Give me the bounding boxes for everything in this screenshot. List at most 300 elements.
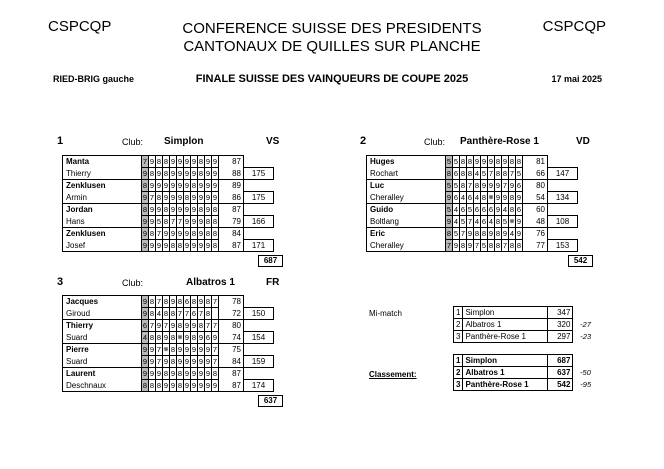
player-row [63,332,274,344]
throw-score: 8 [149,381,155,390]
throw-score: 9 [516,193,522,202]
pair-total: 134 [548,192,578,204]
pair-total [244,204,274,216]
throw-score: 9 [142,217,148,226]
throw-score: 9 [156,369,162,378]
pair-total: 153 [548,240,578,252]
throw-score: 4 [453,217,459,226]
throw-score: 4 [156,309,162,318]
player-row [63,308,274,320]
player-name: Eric [367,228,446,240]
throw-score: 9 [142,241,148,250]
throw-score: 9 [184,205,190,214]
throw-score: 9 [163,333,169,342]
throw-score: 9 [170,181,176,190]
pair-total [548,156,578,168]
summary-row [454,319,598,331]
conference-title-line1: CONFERENCE SUISSE DES PRESIDENTS [182,20,482,37]
throw-score: 6 [481,205,487,214]
throw-score: 8 [163,309,169,318]
throw-score: 8 [460,181,466,190]
summary-score: 637 [548,367,573,379]
throw-score: 8 [509,157,515,166]
throw-score: 7 [205,321,211,330]
throw-score: 8 [177,369,183,378]
summary-rank: 2 [454,319,463,331]
throw-score: 5 [502,217,508,226]
throw-score: 8 [170,241,176,250]
player-row [367,228,578,240]
event-date: 17 mai 2025 [551,74,602,84]
throw-score: 6 [467,193,473,202]
summary-rank: 1 [454,355,463,367]
throw-score: 9 [502,229,508,238]
player-sum: 87 [219,156,244,168]
throw-score: 9 [509,181,515,190]
pair-total [244,228,274,240]
throw-score: 6 [184,297,190,306]
throw-score: 9 [212,333,218,342]
throw-score: 7 [149,321,155,330]
throw-score: 8 [446,169,452,178]
player-name: Jordan [63,204,142,216]
throw-score: 9 [191,345,197,354]
throw-score: 5 [453,229,459,238]
throw-score: 9 [156,205,162,214]
summary-rank: 3 [454,331,463,343]
player-name: Laurent [63,368,142,380]
player-sum: 78 [219,296,244,308]
player-row [367,216,578,228]
summary-diff [573,355,598,367]
summary-score: 542 [548,379,573,391]
throw-score: 9 [177,357,183,366]
throw-score: 9 [212,181,218,190]
player-sum: 81 [523,156,548,168]
pair-total: 154 [244,332,274,344]
player-sum: 87 [219,368,244,380]
team-total: 637 [258,395,283,407]
throw-score: 9 [191,169,197,178]
throw-score: 9 [205,381,211,390]
player-row [367,204,578,216]
throw-score: 8 [467,169,473,178]
pair-total [244,296,274,308]
throw-score: 8 [446,229,452,238]
throw-score: 9 [205,369,211,378]
throw-score: 7 [467,181,473,190]
throw-score: 9 [212,193,218,202]
throw-score: 9 [481,181,487,190]
throw-score: 9 [205,193,211,202]
pair-total: 108 [548,216,578,228]
throw-score: 8 [170,345,176,354]
player-name: Cheralley [367,240,446,252]
summary-team: Albatros 1 [463,319,548,331]
mi-match-label: Mi-match [369,309,402,318]
throw-score: 5 [156,217,162,226]
throw-score: 9 [184,345,190,354]
block-rank: 2 [360,135,367,147]
player-sum: 75 [219,344,244,356]
throw-score: 9 [142,345,148,354]
summary-score: 687 [548,355,573,367]
throw-score: 9 [474,157,480,166]
throw-score: 8 [205,217,211,226]
throw-score: 8 [163,205,169,214]
throw-score: 8 [198,321,204,330]
throw-score: 8 [184,193,190,202]
player-table [62,295,274,392]
throw-score: 9 [205,181,211,190]
throw-score: 7 [184,309,190,318]
throw-score: 9 [198,241,204,250]
throw-score: 9 [156,241,162,250]
summary-rank: 2 [454,367,463,379]
summary-rank: 3 [454,379,463,391]
pair-total [244,180,274,192]
player-sum: 88 [219,168,244,180]
throw-score: 9 [184,357,190,366]
pair-total: 150 [244,308,274,320]
throw-score: 7 [509,169,515,178]
throw-score: 9 [163,229,169,238]
throw-score: 9 [184,217,190,226]
summary-diff: -95 [580,379,592,389]
player-name: Cheralley [367,192,446,204]
throw-score: 8 [212,241,218,250]
throw-score: 9 [149,157,155,166]
summary-team: Simplon [463,355,548,367]
player-name: Guido [367,204,446,216]
throw-score: 8 [198,205,204,214]
throw-score: 8 [212,217,218,226]
throw-score: 9 [163,241,169,250]
throw-score: 9 [191,193,197,202]
throw-score: 9 [446,217,452,226]
throw-score: 8 [502,169,508,178]
throw-score: 9 [142,369,148,378]
throw-score: 8 [205,297,211,306]
throw-score: 7 [212,297,218,306]
throw-score: 8 [460,241,466,250]
throw-score: 4 [474,169,480,178]
player-name: Jacques [63,296,142,308]
player-row [63,192,274,204]
throw-score: 9 [170,157,176,166]
throw-score: 9 [205,345,211,354]
throw-score: 9 [191,321,197,330]
player-sum: 89 [219,180,244,192]
throw-score: 7 [460,229,466,238]
throw-score: 7 [156,297,162,306]
throw-score: 8 [149,229,155,238]
throw-score: 8 [460,169,466,178]
throw-score: 9 [142,169,148,178]
throw-score: 5 [460,217,466,226]
venue: RIED-BRIG gauche [53,74,135,84]
player-sum: 87 [219,380,244,392]
throw-score: 9 [191,369,197,378]
player-row [367,240,578,252]
team-total: 687 [258,255,283,267]
throw-score: 8 [509,205,515,214]
throw-score: 5 [516,169,522,178]
player-name: Zenklusen [63,180,142,192]
throw-score: 9 [170,169,176,178]
throw-score: 8 [198,169,204,178]
summary-row [454,331,598,343]
pair-total: 174 [244,380,274,392]
throw-score: 9 [170,297,176,306]
player-row [367,168,578,180]
club-name: Simplon [164,136,204,147]
mi-match-table [453,306,598,343]
summary-diff: -27 [580,319,591,329]
throw-score: 6 [488,205,494,214]
throw-score: ⊗ [488,192,495,204]
club-canton: VD [576,136,590,147]
player-name: Giroud [63,308,142,320]
throw-score: 9 [184,381,190,390]
throw-score: 9 [149,181,155,190]
player-row [63,380,274,392]
club-canton: VS [266,136,280,147]
player-row [367,156,578,168]
player-sum: 80 [523,180,548,192]
throw-score: 9 [177,157,183,166]
throw-score: 8 [149,333,155,342]
pair-total [244,344,274,356]
throw-score: 8 [212,229,218,238]
throw-score: 6 [142,321,148,330]
club-canton: FR [266,277,280,288]
club-label: Club: [122,137,144,147]
throw-score: 6 [516,205,522,214]
throw-score: 9 [191,357,197,366]
throw-score: 6 [481,217,487,226]
throw-score: 4 [474,193,480,202]
throw-score: 9 [467,241,473,250]
throw-score: 4 [142,333,148,342]
throw-score: 8 [170,333,176,342]
throw-score: 9 [502,193,508,202]
throw-score: 4 [460,193,466,202]
throw-score: 9 [184,321,190,330]
throw-score: 6 [205,333,211,342]
throw-score: 9 [198,357,204,366]
summary-row [454,379,598,391]
club-name: Panthère-Rose 1 [460,136,539,147]
summary-score: 347 [548,307,573,319]
throw-score: 9 [156,181,162,190]
throw-score: 6 [516,181,522,190]
throw-score: 7 [149,193,155,202]
throw-score: 8 [191,181,197,190]
throw-score: 7 [446,241,452,250]
throw-score: 7 [502,241,508,250]
pair-total [244,368,274,380]
summary-diff: -23 [580,331,592,341]
pair-total: 175 [244,192,274,204]
summary-score: 297 [548,331,573,343]
throw-score: 8 [509,241,515,250]
throw-score: 8 [191,297,197,306]
throw-score: 4 [488,217,494,226]
throw-score: 9 [198,333,204,342]
throw-score: 9 [170,381,176,390]
throw-score: 9 [177,345,183,354]
throw-score: 9 [163,381,169,390]
player-name: Hans [63,216,142,228]
player-row [63,240,274,252]
throw-score: 9 [142,297,148,306]
throw-score: 9 [481,157,487,166]
throw-score: 5 [446,181,452,190]
throw-score: 8 [495,157,501,166]
summary-score: 320 [548,319,573,331]
throw-score: 9 [516,229,522,238]
player-sum: 84 [219,356,244,368]
throw-score: 9 [142,357,148,366]
throw-score: 8 [170,309,176,318]
throw-score: 8 [495,229,501,238]
throw-score: 8 [170,357,176,366]
throw-score: 8 [509,193,515,202]
throw-score: 8 [198,157,204,166]
throw-score: 8 [163,169,169,178]
block-rank: 3 [57,276,64,288]
club-name: Albatros 1 [186,277,235,288]
throw-score: 8 [149,169,155,178]
classement-label: Classement: [369,370,417,379]
summary-team: Panthère-Rose 1 [463,331,548,343]
throw-score: 9 [177,181,183,190]
event-title: FINALE SUISSE DES VAINQUEURS DE COUPE 2025 [195,73,469,85]
player-row [367,192,578,204]
summary-diff [573,307,598,319]
throw-score: 8 [149,309,155,318]
throw-score: 7 [163,321,169,330]
throw-score: 8 [163,217,169,226]
throw-score: 8 [163,297,169,306]
throw-score: 9 [184,241,190,250]
throw-score: 9 [142,309,148,318]
pair-total [548,228,578,240]
pair-total [244,320,274,332]
player-name: Rochart [367,168,446,180]
logo-left: CSPCQP [48,18,112,35]
throw-score: 6 [453,169,459,178]
throw-score: 9 [495,205,501,214]
throw-score: 9 [170,321,176,330]
throw-score: 8 [474,229,480,238]
throw-score: 9 [198,369,204,378]
throw-score: 7 [474,241,480,250]
throw-score: 9 [149,205,155,214]
throw-score: 9 [495,193,501,202]
throw-score: 9 [184,157,190,166]
throw-score: 9 [149,345,155,354]
throw-score: 9 [198,193,204,202]
pair-total: 159 [244,356,274,368]
summary-row [454,355,598,367]
throw-score: 9 [212,169,218,178]
player-row [63,204,274,216]
throw-score: 9 [184,169,190,178]
throw-score: 9 [191,217,197,226]
throw-score: 9 [184,369,190,378]
throw-score: 9 [502,157,508,166]
throw-score: 4 [474,217,480,226]
player-sum: 48 [523,216,548,228]
classement-table [453,354,598,391]
throw-score: 9 [191,381,197,390]
throw-score: 9 [170,193,176,202]
throw-score: 8 [488,241,494,250]
player-name: Suard [63,332,142,344]
throw-score: 4 [453,205,459,214]
summary-team: Panthère-Rose 1 [463,379,548,391]
throw-score: 8 [495,217,501,226]
throw-score: 7 [502,181,508,190]
player-sum: 87 [219,240,244,252]
throw-score: 5 [467,205,473,214]
throw-score: 8 [481,193,487,202]
player-name: Boltlang [367,216,446,228]
throw-score: 9 [142,229,148,238]
throw-score: 6 [191,309,197,318]
player-name: Thierry [63,168,142,180]
throw-score: 5 [481,169,487,178]
throw-score [212,308,219,320]
club-label: Club: [424,137,446,147]
throw-score: 8 [177,381,183,390]
throw-score: 9 [149,217,155,226]
throw-score: 9 [495,181,501,190]
player-row [367,180,578,192]
throw-score: 9 [198,345,204,354]
pair-total [548,180,578,192]
throw-score: 9 [198,181,204,190]
throw-score: 9 [205,205,211,214]
throw-score: 9 [488,229,494,238]
throw-score: 8 [481,229,487,238]
throw-score: 9 [205,357,211,366]
player-row [63,356,274,368]
throw-score: 7 [177,217,183,226]
throw-score: 8 [142,181,148,190]
throw-score: 7 [156,345,162,354]
throw-score: 9 [212,157,218,166]
pair-total: 147 [548,168,578,180]
throw-score: 6 [474,205,480,214]
pair-total: 166 [244,216,274,228]
throw-score: 8 [149,297,155,306]
throw-score: 9 [446,193,452,202]
player-name: Huges [367,156,446,168]
throw-score: 9 [149,241,155,250]
throw-score: 8 [142,381,148,390]
throw-score: 8 [495,241,501,250]
player-name: Deschnaux [63,380,142,392]
player-sum: 87 [219,204,244,216]
throw-score: 9 [205,241,211,250]
block-rank: 1 [57,135,64,147]
throw-score: 9 [184,229,190,238]
player-row [63,228,274,240]
summary-row [454,367,598,379]
